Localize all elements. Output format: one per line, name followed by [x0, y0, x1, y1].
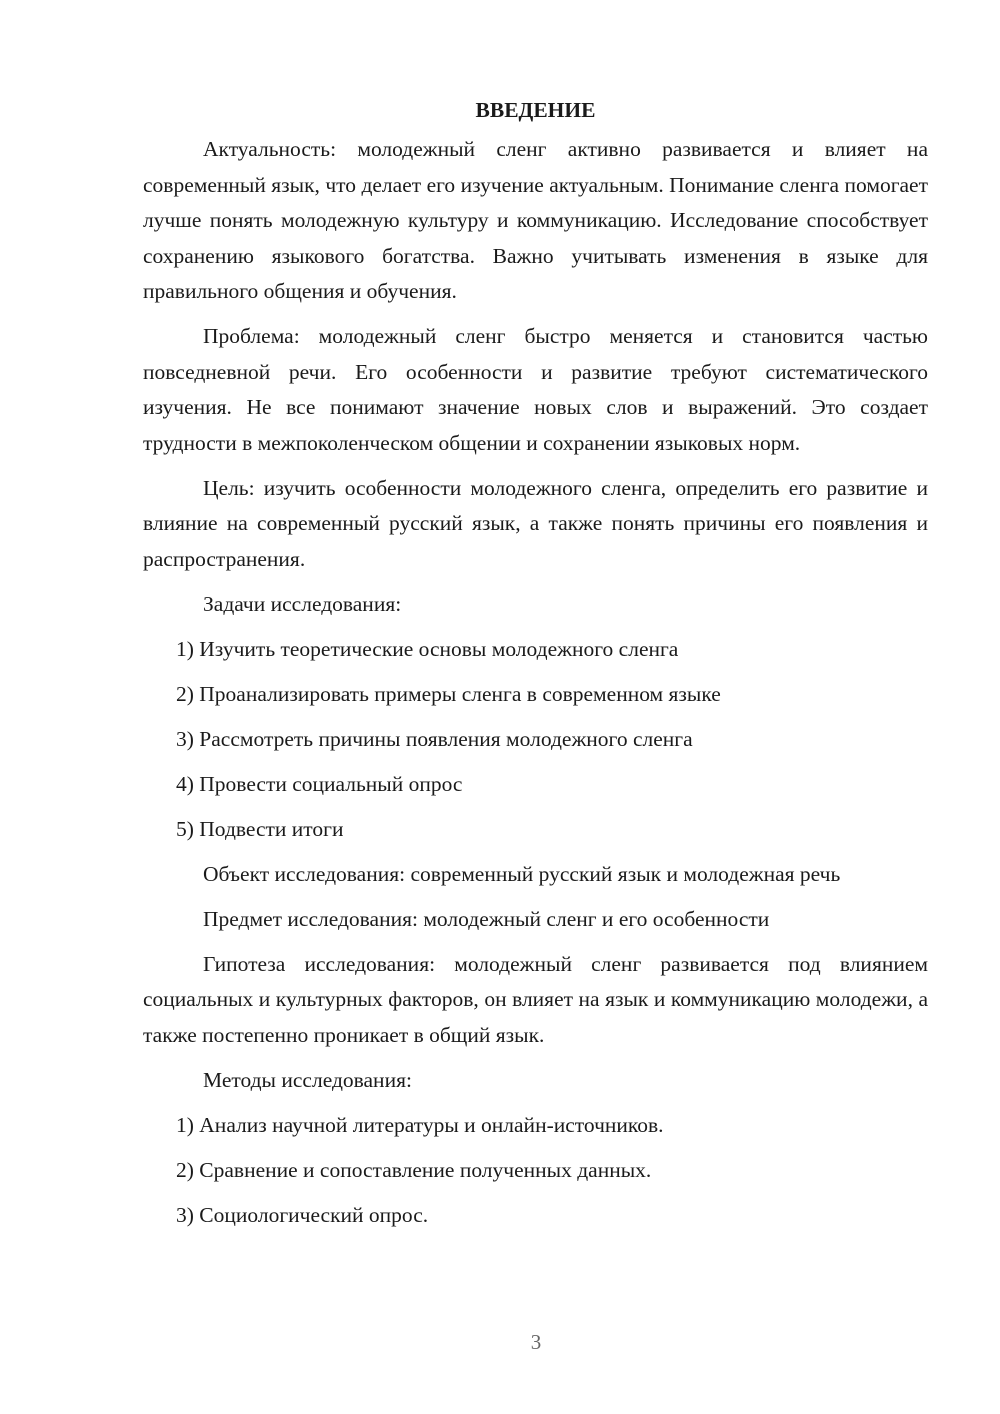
object-paragraph: Объект исследования: современный русский язык и молодежная речь: [203, 861, 841, 886]
goal-paragraph: Цель: изучить особенности молодежного сленга, определить его развитие и влияние на современный русский язык, а также понять причины его появления и распространения.: [143, 475, 928, 571]
task-item: 1) Изучить теоретические основы молодежного сленга: [176, 636, 679, 661]
method-item: 2) Сравнение и сопоставление полученных данных.: [176, 1157, 652, 1182]
tasks-list: [143, 632, 928, 848]
task-item: 5) Подвести итоги: [176, 816, 344, 841]
task-item: 2) Проанализировать примеры сленга в современном языке: [176, 681, 721, 706]
methods-heading: Методы исследования:: [203, 1067, 412, 1092]
methods-list: [143, 1108, 928, 1234]
method-item: 1) Анализ научной литературы и онлайн-источников.: [176, 1112, 664, 1137]
hypothesis-paragraph: Гипотеза исследования: молодежный сленг развивается под влиянием социальных и культурных факторов, он влияет на язык и коммуникацию молодежи, а также постепенно проникает в общий язык.: [143, 951, 928, 1047]
document-page: [143, 92, 928, 1243]
method-item: 3) Социологический опрос.: [176, 1202, 429, 1227]
task-item: 3) Рассмотреть причины появления молодежного сленга: [176, 726, 693, 751]
tasks-heading: Задачи исследования:: [203, 591, 402, 616]
subject-paragraph: Предмет исследования: молодежный сленг и его особенности: [203, 906, 770, 931]
relevance-paragraph: Актуальность: молодежный сленг активно развивается и влияет на современный язык, что делает его изучение актуальным. Понимание сленга помогает лучше понять молодежную культуру и коммуникацию. Исследование способствует сохранению языкового богатства. Важно учитывать изменения в языке для правильного общения и обучения.: [143, 137, 928, 303]
problem-paragraph: Проблема: молодежный сленг быстро меняется и становится частью повседневной речи. Его особенности и развитие требуют систематического изучения. Не все понимают значение новых слов и выражений. Это создает трудности в межпоколенческом общении и сохранении языковых норм.: [143, 324, 928, 455]
task-item: 4) Провести социальный опрос: [176, 771, 463, 796]
page-number: 3: [530, 1330, 542, 1354]
page-title: ВВЕДЕНИЕ: [475, 98, 596, 122]
